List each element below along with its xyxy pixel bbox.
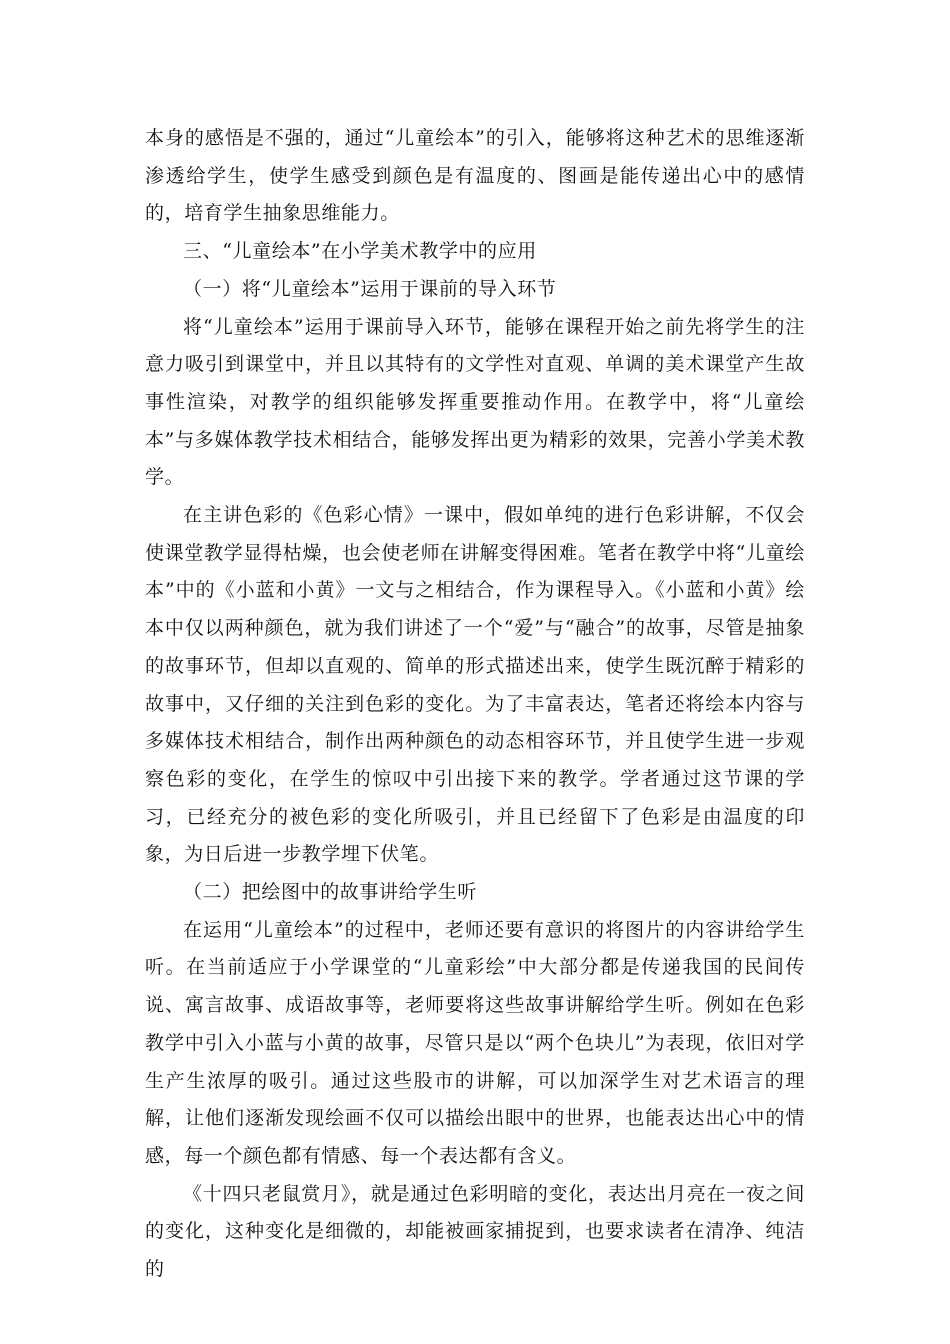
- subsection-heading-2: （二）把绘图中的故事讲给学生听: [183, 881, 478, 904]
- section-heading-3: 三、“儿童绘本”在小学美术教学中的应用: [183, 240, 537, 263]
- paragraph-storytelling: 在运用“儿童绘本”的过程中，老师还要有意识的将图片的内容讲给学生听。在当前适应于小学课堂的“儿童彩绘”中大部分都是传递我国的民间传说、寓言故事、成语故事等，老师要将这些故事讲解给学生听。例如在色彩教学中引入小蓝与小黄的故事，尽管只是以“两个色块儿”为表现，依旧对学生产生浓厚的吸引。通过这些股市的讲解，可以加深学生对艺术语言的理解，让他们逐渐发现绘画不仅可以描绘出眼中的世界，也能表达出心中的情感，每一个颜色都有情感、每一个表达都有含义。: [145, 918, 805, 1167]
- paragraph-fourteen-mice: 《十四只老鼠赏月》，就是通过色彩明暗的变化，表达出月亮在一夜之间的变化，这种变化是细微的，却能被画家捕捉到，也要求读者在清净、纯洁的: [145, 1182, 805, 1281]
- paragraph-continuation: 本身的感悟是不强的，通过“儿童绘本”的引入，能够将这种艺术的思维逐渐渗透给学生，使学生感受到颜色是有温度的、图画是能传递出心中的感情的，培育学生抽象思维能力。: [145, 127, 805, 225]
- subsection-heading-1: （一）将“儿童绘本”运用于课前的导入环节: [183, 277, 557, 300]
- paragraph-color-lesson: 在主讲色彩的《色彩心情》一课中，假如单纯的进行色彩讲解，不仅会使课堂教学显得枯燥，也会使老师在讲解变得困难。笔者在教学中将“儿童绘本”中的《小蓝和小黄》一文与之相结合，作为课程导入。《小蓝和小黄》绘本中仅以两种颜色，就为我们讲述了一个“爱”与“融合”的故事，尽管是抽象的故事环节，但却以直观的、简单的形式描述出来，使学生既沉醉于精彩的故事中，又仔细的关注到色彩的变化。为了丰富表达，笔者还将绘本内容与多媒体技术相结合，制作出两种颜色的动态相容环节，并且使学生进一步观察色彩的变化，在学生的惊叹中引出接下来的教学。学者通过这节课的学习，已经充分的被色彩的变化所吸引，并且已经留下了色彩是由温度的印象，为日后进一步教学埋下伏笔。: [145, 504, 805, 866]
- paragraph-intro-usage: 将“儿童绘本”运用于课前导入环节，能够在课程开始之前先将学生的注意力吸引到课堂中，并且以其特有的文学性对直观、单调的美术课堂产生故事性渲染，对教学的组织能够发挥重要推动作用。在教学中，将“儿童绘本”与多媒体教学技术相结合，能够发挥出更为精彩的效果，完善小学美术教学。: [145, 315, 805, 489]
- document-body: [145, 120, 805, 1289]
